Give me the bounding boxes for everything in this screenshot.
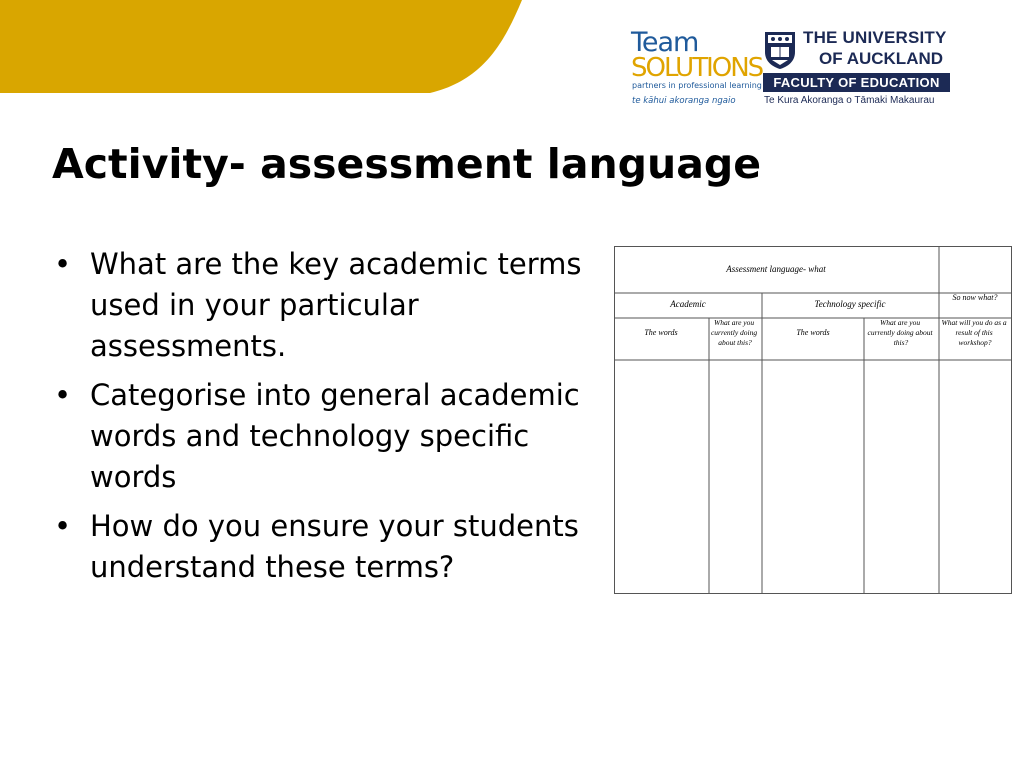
university-name-line1: THE UNIVERSITY <box>803 28 947 47</box>
bullet-text: Categorise into general academic words and technology specific words <box>90 378 580 494</box>
bullet-dot-icon: • <box>54 509 72 543</box>
gold-header-shape <box>0 0 540 95</box>
worksheet-table <box>614 246 1012 594</box>
slide-title: Activity- assessment language <box>52 140 762 188</box>
bullet-dot-icon: • <box>54 378 72 412</box>
bullet-item <box>52 506 582 588</box>
worksheet-col5-line: What will you do as a <box>941 318 1007 327</box>
worksheet-col4-line: What are you <box>879 318 921 327</box>
bullet-item <box>52 375 582 498</box>
worksheet-col2-header <box>711 318 759 347</box>
team-solutions-maori: te kāhui akoranga ngaio <box>632 96 736 106</box>
team-solutions-tagline: partners in professional learning <box>632 81 762 90</box>
worksheet-col2-line: currently doing <box>710 328 758 337</box>
faculty-bar: FACULTY OF EDUCATION <box>763 73 950 92</box>
worksheet-header-academic: Academic <box>670 299 706 309</box>
university-maori-name: Te Kura Akoranga o Tāmaki Makaurau <box>764 95 935 106</box>
university-crest-icon <box>763 30 797 70</box>
bullet-text: How do you ensure your students understand these terms? <box>90 509 579 584</box>
university-name-line2: OF AUCKLAND <box>819 49 944 68</box>
worksheet-title: Assessment language- what <box>726 264 826 274</box>
worksheet-header-so-now-what: So now what? <box>952 293 998 302</box>
partner-logos <box>625 25 965 110</box>
worksheet-col1-header: The words <box>644 328 678 337</box>
team-solutions-logo <box>631 27 763 109</box>
worksheet-col2-line: What are you <box>713 318 755 327</box>
worksheet-col4-line: currently doing about <box>867 328 933 337</box>
worksheet-col3-header: The words <box>796 328 830 337</box>
team-solutions-word2: SOLUTIONS <box>631 53 763 83</box>
worksheet-col5-line: workshop? <box>958 338 992 347</box>
worksheet-col2-line: about this? <box>718 338 752 347</box>
bullet-text: What are the key academic terms used in your particular assessments. <box>90 247 582 363</box>
bullet-item <box>52 244 582 367</box>
team-solutions-word1: Team <box>631 27 699 58</box>
bullet-list <box>52 244 582 596</box>
worksheet-header-technology: Technology specific <box>814 299 886 309</box>
worksheet-col5-header <box>941 318 1008 347</box>
worksheet-col4-header <box>867 318 934 347</box>
worksheet-col4-line: this? <box>893 338 909 347</box>
bullet-dot-icon: • <box>54 247 72 281</box>
university-of-auckland-logo <box>763 28 958 110</box>
worksheet-col5-line: result of this <box>955 328 993 337</box>
